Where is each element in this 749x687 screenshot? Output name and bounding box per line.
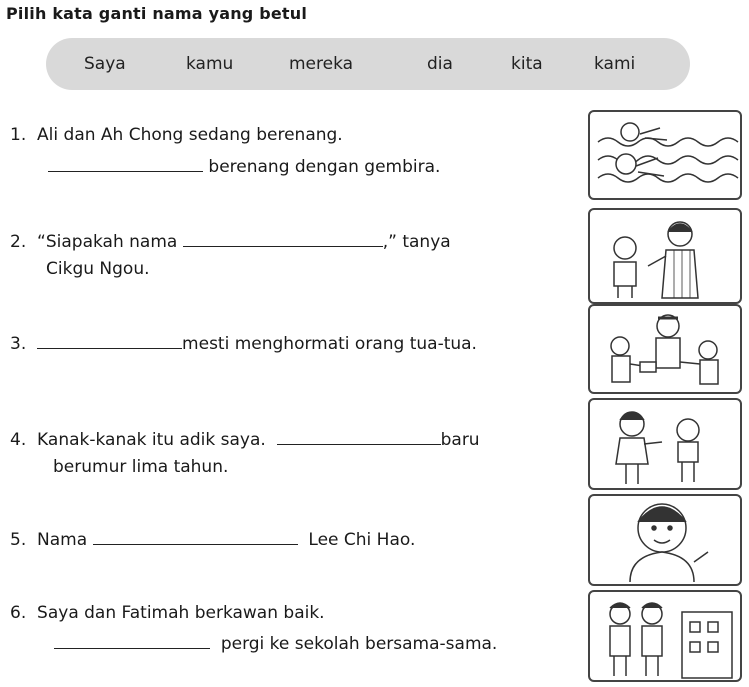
question-text: Ali dan Ah Chong sedang berenang.	[37, 125, 343, 145]
school-icon	[590, 592, 740, 680]
children-illustration	[588, 398, 742, 490]
question-text: Saya dan Fatimah berkawan baik.	[37, 603, 325, 623]
question-1-line-2	[48, 155, 440, 177]
answer-blank[interactable]	[93, 528, 298, 545]
question-6	[10, 603, 325, 623]
answer-blank[interactable]	[37, 332, 182, 349]
question-text: baru	[440, 430, 480, 450]
word-option: kamu	[186, 54, 234, 74]
boy-icon	[590, 496, 740, 584]
question-5	[10, 528, 415, 550]
children-icon	[590, 400, 740, 488]
question-3	[10, 332, 477, 354]
question-number: 3.	[10, 334, 27, 354]
word-option: Saya	[84, 54, 126, 74]
question-text: ,” tanya	[382, 232, 451, 252]
elders-illustration	[588, 304, 742, 394]
teacher-icon	[590, 210, 740, 302]
question-number: 1.	[10, 125, 27, 145]
question-text: mesti menghormati orang tua-tua.	[182, 334, 477, 354]
question-1	[10, 125, 343, 145]
question-6-line-2	[54, 632, 497, 654]
answer-blank[interactable]	[54, 632, 210, 649]
question-text: berenang dengan gembira.	[208, 157, 441, 177]
worksheet-title: Pilih kata ganti nama yang betul	[6, 4, 308, 23]
answer-blank[interactable]	[277, 428, 441, 445]
word-option: kita	[511, 54, 543, 74]
word-option: mereka	[289, 54, 354, 74]
question-number: 4.	[10, 430, 27, 450]
question-number: 5.	[10, 530, 27, 550]
boy-illustration	[588, 494, 742, 586]
question-number: 2.	[10, 232, 27, 252]
question-2-line-2: Cikgu Ngou.	[46, 259, 150, 279]
answer-blank[interactable]	[183, 230, 383, 247]
question-text: Kanak-kanak itu adik saya.	[37, 430, 266, 450]
word-option: kami	[594, 54, 636, 74]
question-4-line-2: berumur lima tahun.	[53, 457, 229, 477]
question-text: Nama	[37, 530, 88, 550]
word-option: dia	[427, 54, 453, 74]
teacher-student-illustration	[588, 208, 742, 304]
swimming-illustration	[588, 110, 742, 200]
family-icon	[590, 306, 740, 392]
question-text: pergi ke sekolah bersama-sama.	[220, 634, 498, 654]
school-illustration	[588, 590, 742, 682]
word-bank	[46, 38, 690, 90]
question-text: Lee Chi Hao.	[308, 530, 416, 550]
question-4	[10, 428, 480, 450]
answer-blank[interactable]	[48, 155, 203, 172]
question-text: “Siapakah nama	[37, 232, 178, 252]
swimming-icon	[590, 112, 740, 198]
question-2	[10, 230, 451, 252]
question-number: 6.	[10, 603, 27, 623]
